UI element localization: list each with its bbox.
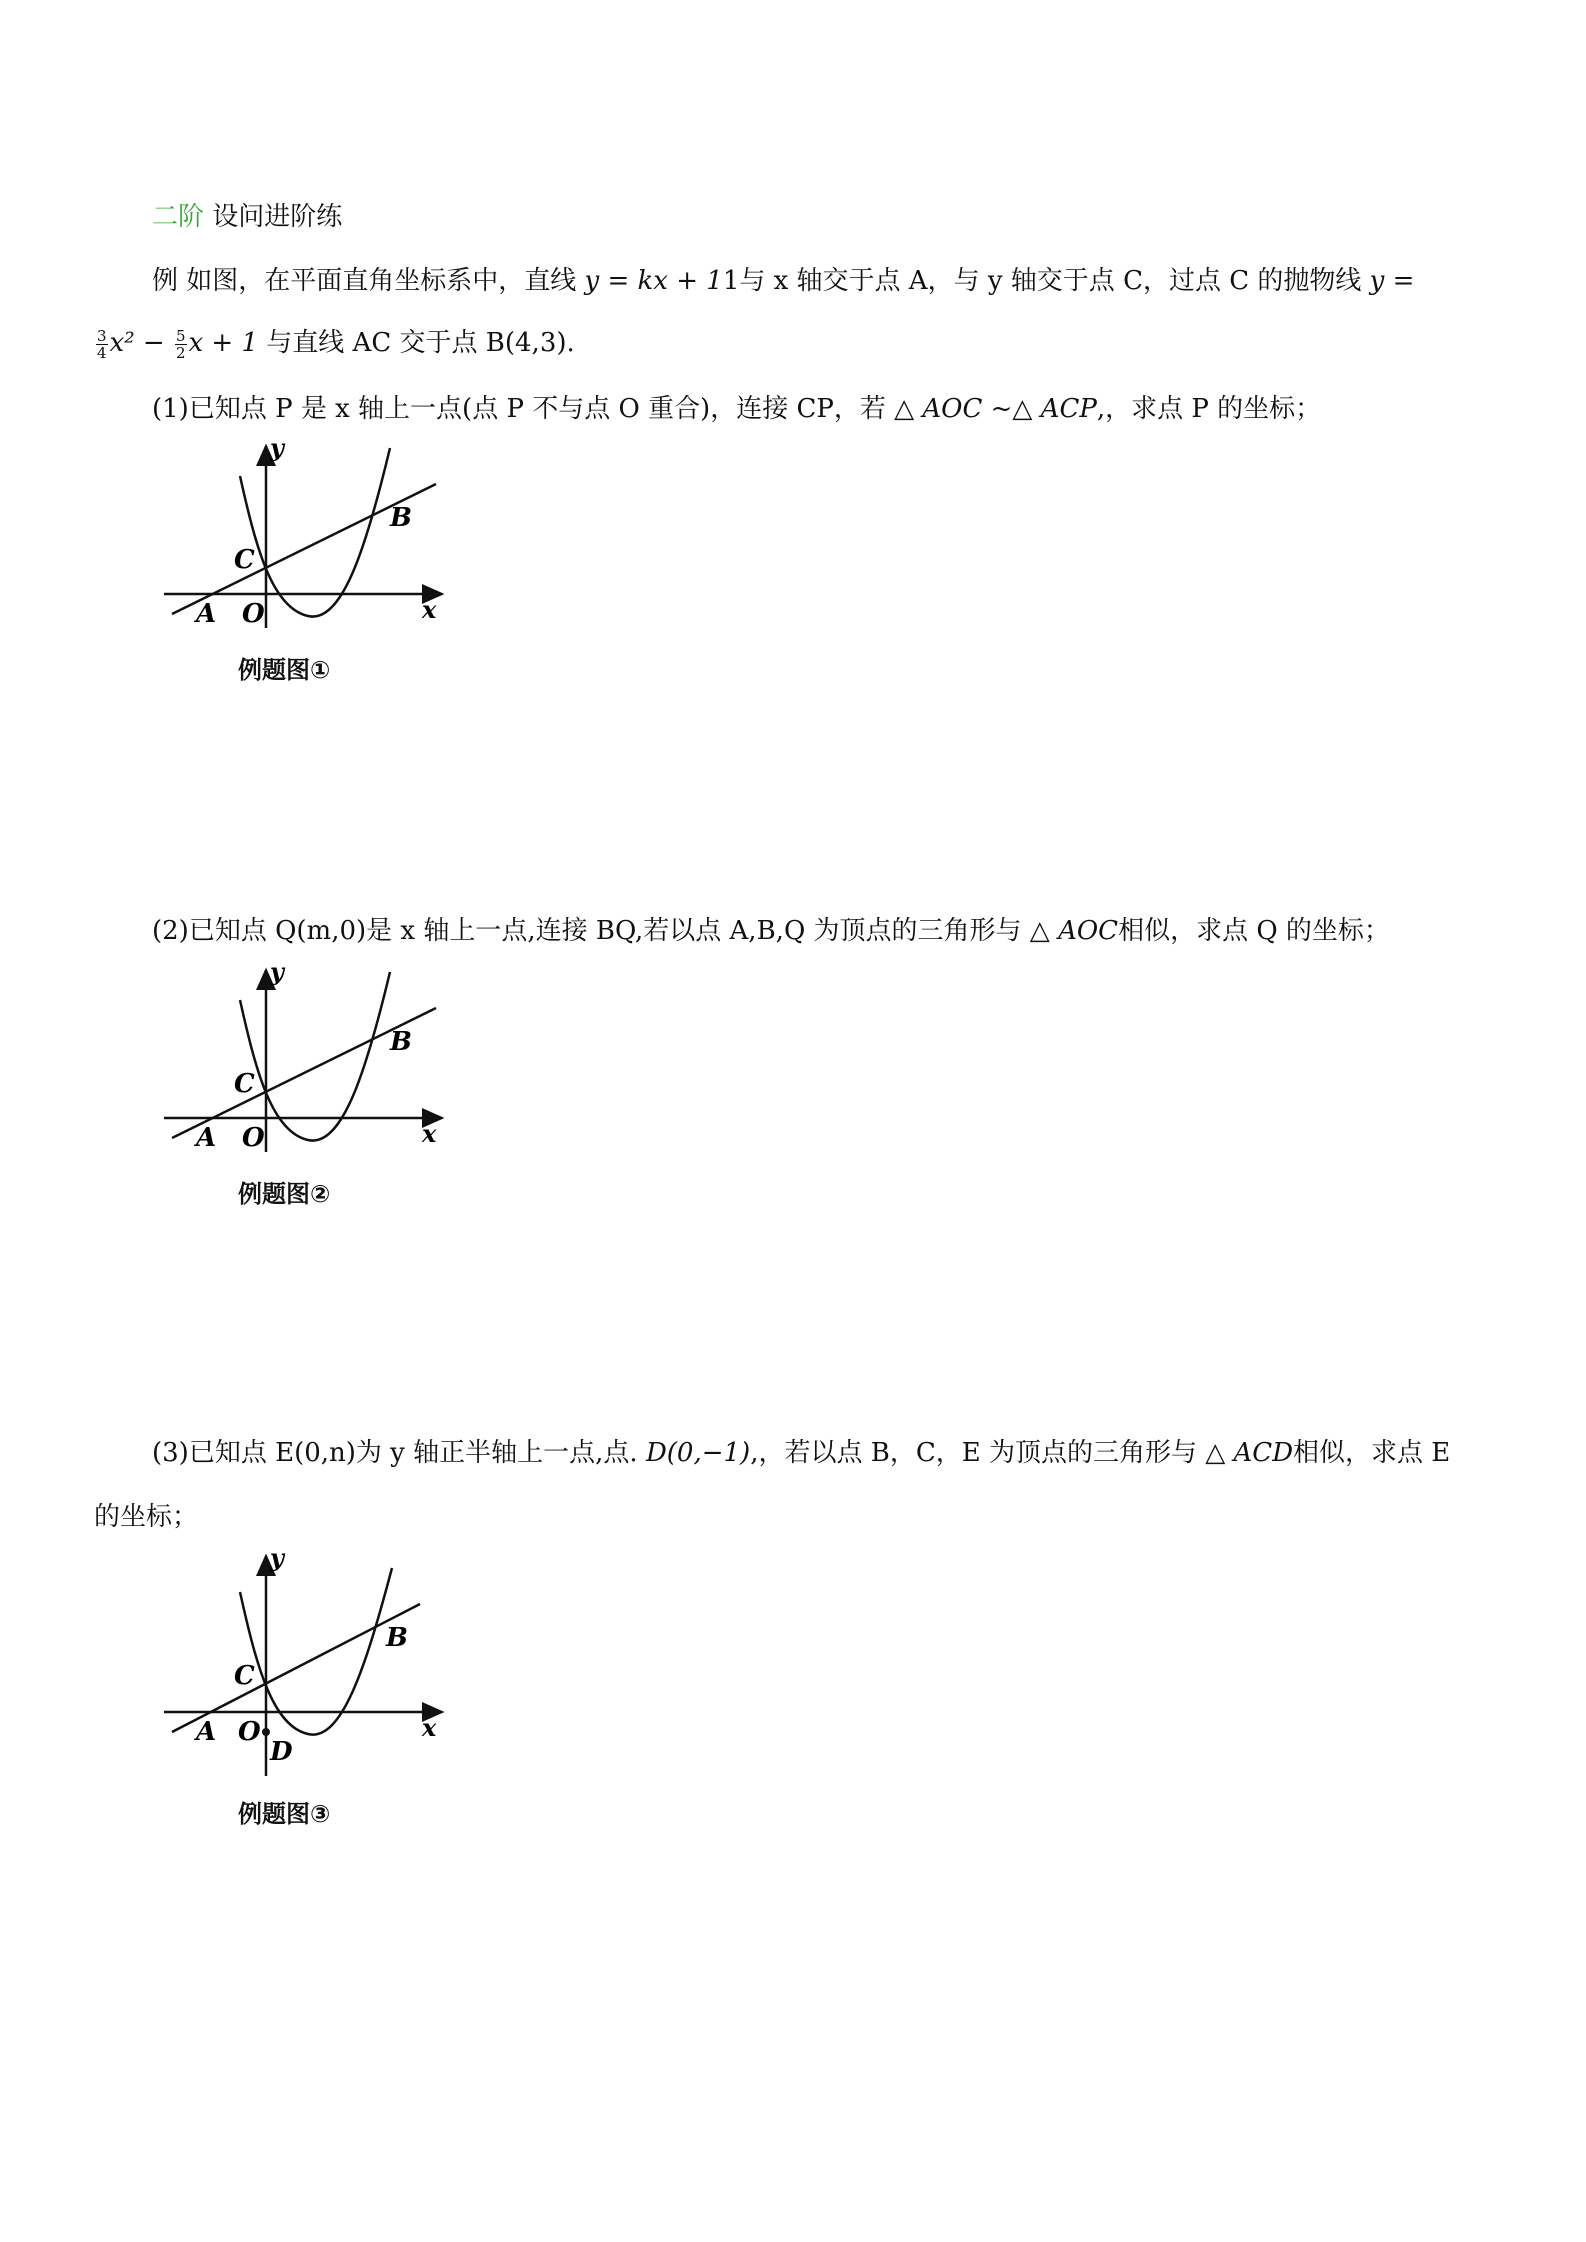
figure-3: [160, 1548, 460, 1828]
q3-text-d: 的坐标；: [94, 1502, 199, 1532]
q1-text-a: (1)已知点 P 是 x 轴上一点(点 P 不与点 O 重合)，连接 CP，若 △: [152, 394, 923, 424]
example-eq-1: y = kx + 1: [584, 266, 723, 296]
example-eq-2: y =: [1369, 266, 1415, 296]
label-o: O: [238, 1717, 261, 1747]
label-y: y: [270, 962, 284, 986]
frac-den: 4: [97, 343, 107, 362]
coordinate-graph-2: [160, 962, 460, 1172]
fraction-5-2: [175, 328, 187, 361]
parabola: [240, 972, 390, 1141]
question-3-line-2: [94, 1500, 198, 1534]
example-text-2: 1与 x 轴交于点 A，与 y 轴交于点 C，过点 C 的抛物线: [722, 266, 1370, 296]
q2-text-b: 相似，求点 Q 的坐标；: [1118, 916, 1390, 946]
parabola: [240, 1568, 392, 1735]
label-b: B: [386, 1623, 408, 1653]
example-text-1: 例 如图，在平面直角坐标系中，直线: [152, 266, 585, 296]
q3-text-c: 相似，求点 E: [1293, 1438, 1451, 1468]
label-y: y: [270, 1548, 284, 1572]
label-a: A: [196, 1717, 217, 1747]
example-line-1: [152, 264, 1414, 298]
q3-math-1: D(0,−1): [645, 1438, 751, 1468]
section-title: 设问进阶练: [212, 202, 343, 232]
q1-text-b: ,，求点 P 的坐标；: [1096, 394, 1322, 424]
label-c: C: [234, 545, 255, 575]
label-o: O: [242, 1123, 265, 1153]
coordinate-graph-3: [160, 1548, 460, 1788]
fraction-3-4: [96, 328, 108, 361]
parabola: [240, 448, 390, 617]
label-c: C: [234, 1661, 255, 1691]
label-o: O: [242, 599, 265, 629]
figure-1-caption: 例题图①: [238, 656, 331, 684]
figure-2: [160, 962, 460, 1208]
q2-math: AOC: [1058, 916, 1119, 946]
frac-den: 2: [175, 343, 186, 362]
label-c: C: [234, 1069, 255, 1099]
label-a: A: [196, 599, 217, 629]
label-d: D: [270, 1737, 293, 1767]
point-d: [262, 1728, 270, 1736]
q3-math-2: ACD: [1233, 1438, 1294, 1468]
q1-math: AOC ~△ ACP: [922, 394, 1097, 424]
figure-1: [160, 438, 460, 684]
example-line-2: [94, 326, 575, 361]
example-text-3: 与直线 AC 交于点 B(4,3).: [258, 328, 575, 358]
label-b: B: [390, 503, 412, 533]
question-2: [152, 914, 1390, 948]
q3-text-a: (3)已知点 E(0,n)为 y 轴正半轴上一点,点.: [152, 1438, 646, 1468]
label-b: B: [390, 1027, 412, 1057]
section-header: [152, 200, 342, 234]
term-2: x + 1: [188, 328, 259, 358]
q3-text-b: ,，若以点 B，C，E 为顶点的三角形与 △: [750, 1438, 1234, 1468]
section-level-label: 二阶: [152, 202, 205, 232]
frac-num: 5: [175, 326, 186, 345]
figure-3-caption: 例题图③: [238, 1800, 331, 1828]
label-y: y: [270, 438, 284, 462]
coordinate-graph-1: [160, 438, 460, 648]
q2-text-a: (2)已知点 Q(m,0)是 x 轴上一点,连接 BQ,若以点 A,B,Q 为顶点的三角形与 △: [152, 916, 1059, 946]
label-x: x: [422, 595, 437, 624]
label-a: A: [196, 1123, 217, 1153]
label-x: x: [422, 1713, 437, 1742]
figure-2-caption: 例题图②: [238, 1180, 331, 1208]
question-3: [152, 1436, 1450, 1470]
frac-num: 3: [97, 326, 107, 345]
question-1: [152, 392, 1321, 426]
label-x: x: [422, 1119, 437, 1148]
term-1: x² −: [109, 328, 165, 358]
